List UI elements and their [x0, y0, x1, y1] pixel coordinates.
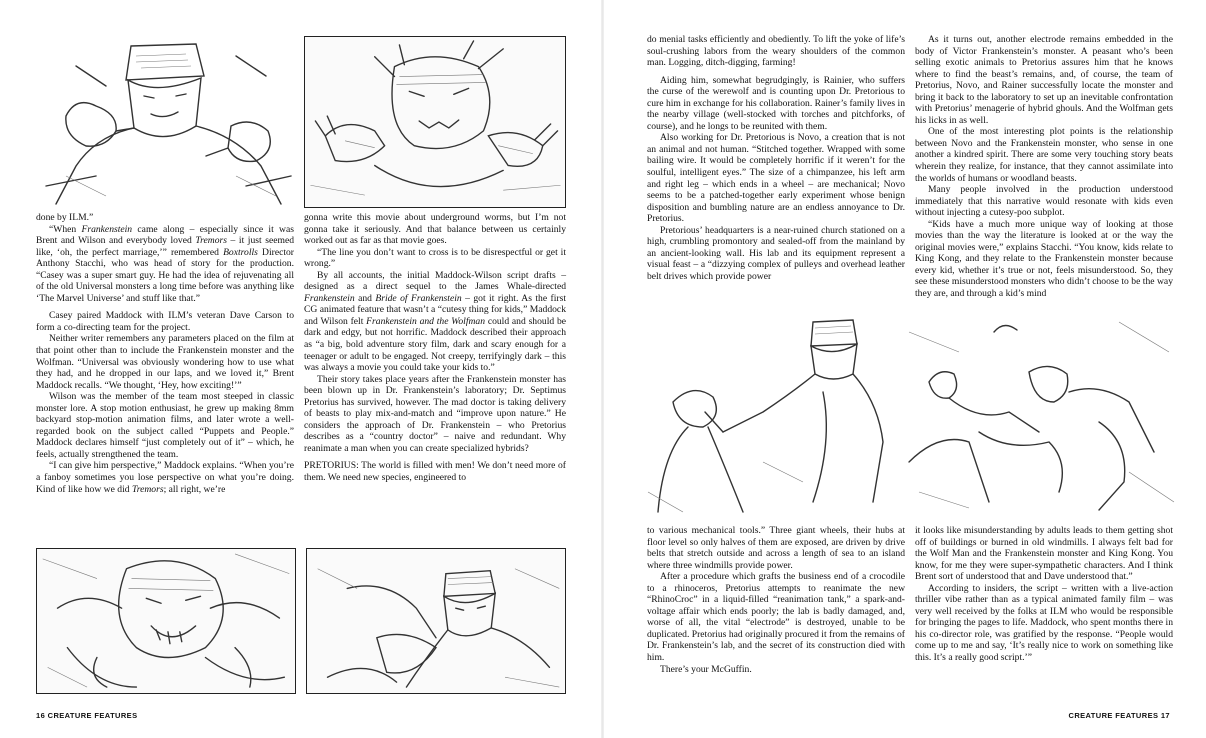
storyboard-roaring-beast	[36, 548, 296, 694]
script-excerpt: PRETORIUS: The world is filled with men! We don’t need more of them. We need new species, engineered to	[304, 460, 566, 484]
right-column-2-bottom	[915, 525, 1173, 664]
paragraph: According to insiders, the script – written with a live-action thriller vibe rather than as a typical animated family film – was very well received by the folks at ILM who would be responsible for bringing the pages to life. Maddock, who spent months there in his co-director role, was gratified by the response. “People would come up to me and say, ‘It’s really nice to work on something like this. It’s a really good script.’”	[915, 582, 1173, 664]
paragraph: “Kids have a much more unique way of looking at those movies than the way the literature is looked at or the way the original movies were,” explains Stacchi. “You know, kids relate to King Kong, and they relate to the Frankenstein monster because every kid, whether it’s true or not, feels misunderstood. So, they see these misunderstood monsters who didn’t choose to be the way they are, and through a kid’s mind	[915, 218, 1173, 300]
paragraph: After a procedure which grafts the business end of a crocodile to a rhinoceros, Pretorius attempts to reanimate the new “RhinoCroc” in a liquid-filled “reanimation tank,” a spark-and-voltage affair which ends poorly; the lab is badly damaged, and, worse of all, the vital “electrode” is destroyed, unable to be duplicated. Pretorius had originally procured it from the remains of Dr. Frankenstein’s lab, and the secret of its construction died with him.	[647, 571, 905, 664]
storyboard-monster-grapple	[306, 548, 566, 694]
paragraph: Casey paired Maddock with ILM’s veteran Dave Carson to form a co-directing team for the project.	[36, 310, 294, 333]
right-column-2-top	[915, 34, 1173, 300]
paragraph: “I can give him perspective,” Maddock explains. “When you’re a fanboy sometimes you lose perspective on what you’re doing. Kind of like how we did Tremors; all right, we’re	[36, 460, 294, 495]
paragraph: There’s your McGuffin.	[660, 663, 752, 675]
storyboard-monster-fist	[36, 36, 294, 206]
script-excerpt: do menial tasks efficiently and obediently. To lift the yoke of life’s soul-crushing labors from the weary shoulders of the common man. Logging, ditch-digging, farming!	[647, 34, 905, 69]
paragraph: gonna write this movie about underground worms, but I’m not gonna take it seriously. And that balance between us certainly worked out as far as that movie goes.	[304, 212, 566, 247]
paragraph: “The line you don’t want to cross is to be disrespectful or get it wrong.”	[304, 246, 566, 270]
right-page	[603, 0, 1206, 738]
paragraph: “When Frankenstein came along – especially since it was Brent and Wilson and everybody loved Tremors – it just seemed like, ‘oh, the perfect marriage,’” remembered Boxtrolls Director Anthony Stacchi, who was head of story for the production. “Casey was a super smart guy. He had the idea of rejuvenating all of the old Universal monsters a long time before was anything like ‘The Marvel Universe’ and stuff like that.”	[36, 223, 295, 304]
paragraph: done by ILM.”	[36, 212, 94, 223]
right-column-1-top	[647, 34, 905, 282]
paragraph: Aiding him, somewhat begrudgingly, is Rainier, who suffers the curse of the werewolf and is counting upon Dr. Pretorious to cure him in exchange for his collaboration. Rainer’s family lives in the nearby village (well-stocked with torches and pitchforks, of course), and he longs to be reunited with them.	[647, 74, 905, 132]
sketch-fight-icon	[643, 312, 903, 520]
sketch-grapple-icon	[307, 549, 565, 693]
left-column-2	[304, 212, 566, 484]
sketch-monster-icon	[36, 36, 294, 206]
paragraph: Many people involved in the production understood immediately that this narrative would resonate with kids even without injecting a cutesy-poo subplot.	[915, 184, 1173, 219]
paragraph: Also working for Dr. Pretorious is Novo, a creation that is not an animal and not human. “Stitched together. Wrapped with some bailing wire. It would be completely horrific if it weren’t for the soulful, intelligent eyes.” The size of a chimpanzee, his left arm and right leg – which ends in a wheel – are mechanical; Novo seems to be a patched-together early experiment whose benign disposition and bumbling nature are an endless annoyance to Dr. Pretorius.	[647, 132, 905, 225]
storyboard-brawl-group	[899, 312, 1177, 512]
storyboard-wolfman-claws	[304, 36, 566, 208]
paragraph: Pretorious’ headquarters is a near-ruined church stationed on a high, crumbling promontory and sealed-off from the mainland by an ancient-looking wall. His lab and its equipment represent a visual feast – a “dizzying complex of pulleys and overhead leather belt drives which provide power	[647, 224, 905, 282]
storyboard-monster-vs-doctor	[643, 312, 903, 520]
paragraph: it looks like misunderstanding by adults leads to them getting shot off of buildings or burned in old windmills. I always felt bad for the Wolf Man and the Frankenstein monster and King Kong. You know, for me they were super-sympathetic characters. And I think Brent sort of understood that and Dave understood that.”	[915, 525, 1173, 583]
paragraph: One of the most interesting plot points is the relationship between Novo and the Frankenstein monster, who sense in one another a kindred spirit. There are some very touching story beats wherein they realize, for instance, that they cannot assimilate into the worlds of humans or woodland beasts.	[915, 126, 1173, 184]
paragraph: By all accounts, the initial Maddock-Wilson script drafts – designed as a direct sequel to the James Whale-directed Frankenstein and Bride of Frankenstein – got it right. As the first CG animated feature that wasn’t a “cutesy thing for kids,” Maddock and Wilson felt Frankenstein and the Wolfman could and should be dark and edgy, but not horrific. Maddock described their approach as “a big, bold adventure story film, dark and scary enough for a teenager or adult to be engaged. Not creepy, terrifyingly dark – this was always a movie you could take your kids to.”	[304, 269, 566, 374]
right-column-1-bottom	[647, 525, 905, 675]
paragraph: Neither writer remembers any parameters placed on the film at that point other than to include the Frankenstein monster and the Wolfman. “Universal was obviously wondering how to use what they had, and he dropped in our laps, and we loved it,” Brent Maddock recalls. “We thought, ‘Hey, how exciting!’”	[36, 333, 294, 391]
left-column-1	[36, 212, 294, 495]
paragraph: As it turns out, another electrode remains embedded in the body of Victor Frankenstein’s monster. A peasant who’s been selling exotic animals to Pretorius assures him that he knows where to find the beast’s remains, and, of course, the team of Pretorius, Novo, and Rainer successfully locate the monster and bring it back to the laboratory to set up an inevitable confrontation with Pretorius’ menagerie of hybrid ghouls. And the Wolfman gets his licks in as well.	[915, 34, 1173, 126]
sketch-wolfman-icon	[305, 37, 565, 207]
paragraph: Their story takes place years after the Frankenstein monster has been blown up in Dr. Frankenstein’s laboratory; Dr. Septimus Pretorius has survived, however. The mad doctor is taking delivery of beasts to play mix-and-match and “improve upon nature.” He considers the approach of Dr. Frankenstein – who Pretorius describes as a “country doctor” – naive and redundant. Why reanimate a man when you can create specialized hybrids?	[304, 373, 566, 454]
sketch-beast-icon	[37, 549, 295, 693]
paragraph: to various mechanical tools.” Three giant wheels, their hubs at floor level so only halves of them are exposed, are driven by drive belts that stretch outside and across a length of sea to an island where three windmills provide power.	[647, 525, 905, 571]
sketch-brawl-icon	[899, 312, 1177, 512]
paragraph: Wilson was the member of the team most steeped in classic monster lore. A stop motion enthusiast, he grew up making 8mm backyard stop-motion animation films, and later wrote a well-regarded book on the subject called “Puppets and People.” Maddock declares himself “just completely out of it” – which, he feels, actually strengthened the team.	[36, 391, 294, 460]
page-folio-right: CREATURE FEATURES 17	[1068, 711, 1170, 720]
page-folio-left: 16 CREATURE FEATURES	[36, 711, 138, 720]
